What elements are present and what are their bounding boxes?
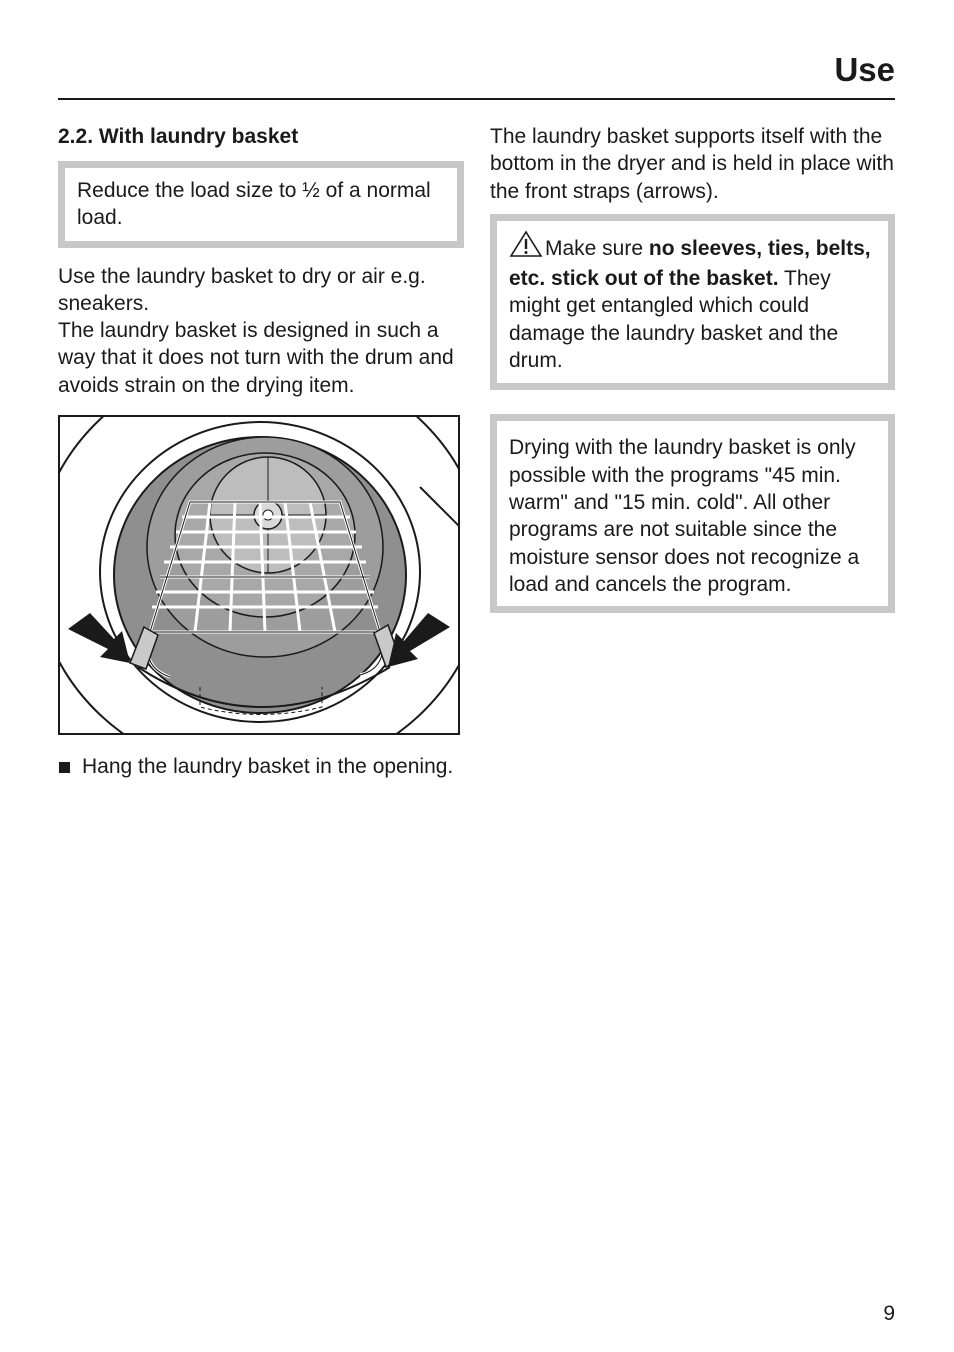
intro-paragraph: Use the laundry basket to dry or air e.g. sneakers. [58, 264, 426, 315]
instruction-list-item [58, 753, 464, 780]
page-number: 9 [883, 1302, 895, 1325]
warning-intro: Make sure [545, 236, 649, 260]
load-size-note-text: Reduce the load size to ½ of a normal load. [77, 179, 431, 230]
title-rule [58, 98, 895, 100]
design-paragraph: The laundry basket is designed in such a way that it does not turn with the drum and avoids strain on the drying item. [58, 319, 454, 397]
bullet-square-icon [59, 762, 70, 773]
laundry-basket-figure [58, 415, 460, 735]
right-column [490, 123, 895, 613]
warning-triangle-icon [509, 230, 543, 265]
instruction-text: Hang the laundry basket in the opening. [82, 755, 454, 779]
dryer-drum-with-laundry-basket-illustration [60, 417, 458, 733]
support-paragraph: The laundry basket supports itself with the bottom in the dryer and is held in place with the front straps (arrows). [490, 125, 894, 203]
warning-emphasis: no sleeves, ties, belts, etc. stick out of the basket. [509, 236, 871, 291]
left-column [58, 123, 464, 780]
load-size-note-box [58, 161, 464, 248]
warning-rest: They might get entangled which could damage the laundry basket and the drum. [509, 267, 839, 373]
program-info-box [490, 414, 895, 613]
warning-text [509, 230, 876, 374]
section-heading: 2.2. With laundry basket [58, 125, 299, 148]
page-title: Use [834, 51, 895, 88]
warning-box [490, 214, 895, 390]
program-info-text: Drying with the laundry basket is only possible with the programs "45 min. warm" and "15 min. cold". All other programs are not suitable since the moisture sensor does not recognize a load and cancels the program. [509, 436, 860, 596]
